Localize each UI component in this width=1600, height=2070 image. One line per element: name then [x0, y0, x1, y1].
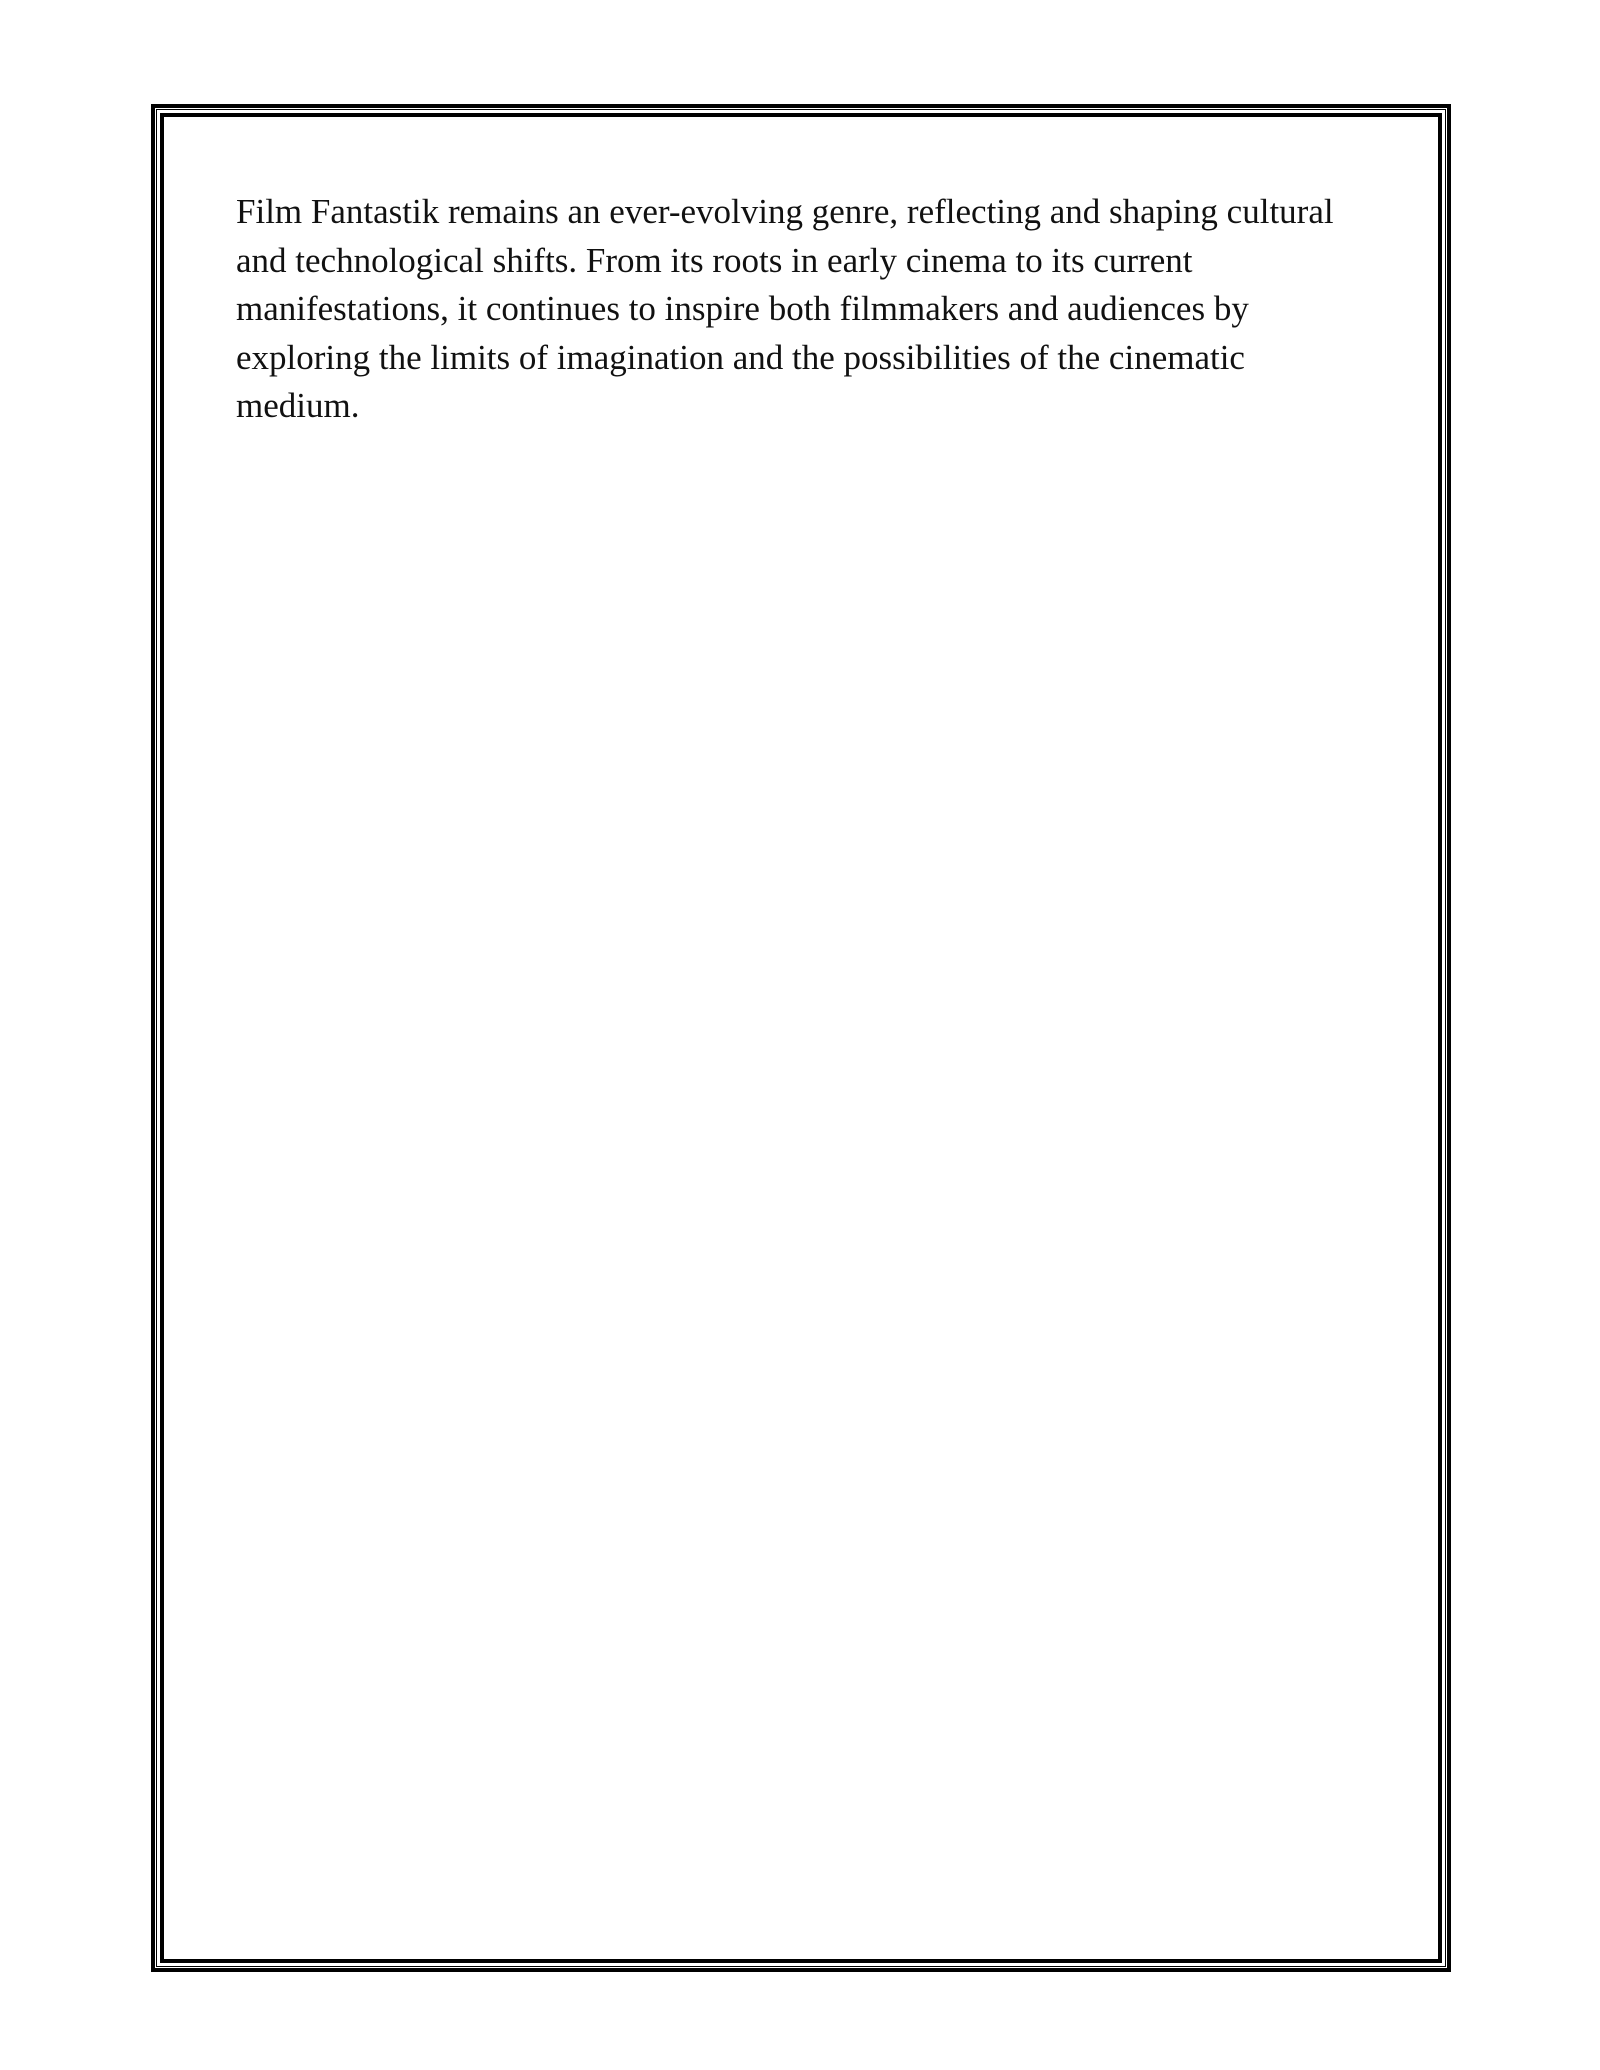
body-paragraph: Film Fantastik remains an ever-evolving genre, reflecting and shaping cultural and technological shifts. From its roots in early cinema to its current manifestations, it continues to inspire both filmmakers and audiences by exploring the limits of imagination and the possibilities of the cinematic medium.: [236, 192, 1334, 425]
